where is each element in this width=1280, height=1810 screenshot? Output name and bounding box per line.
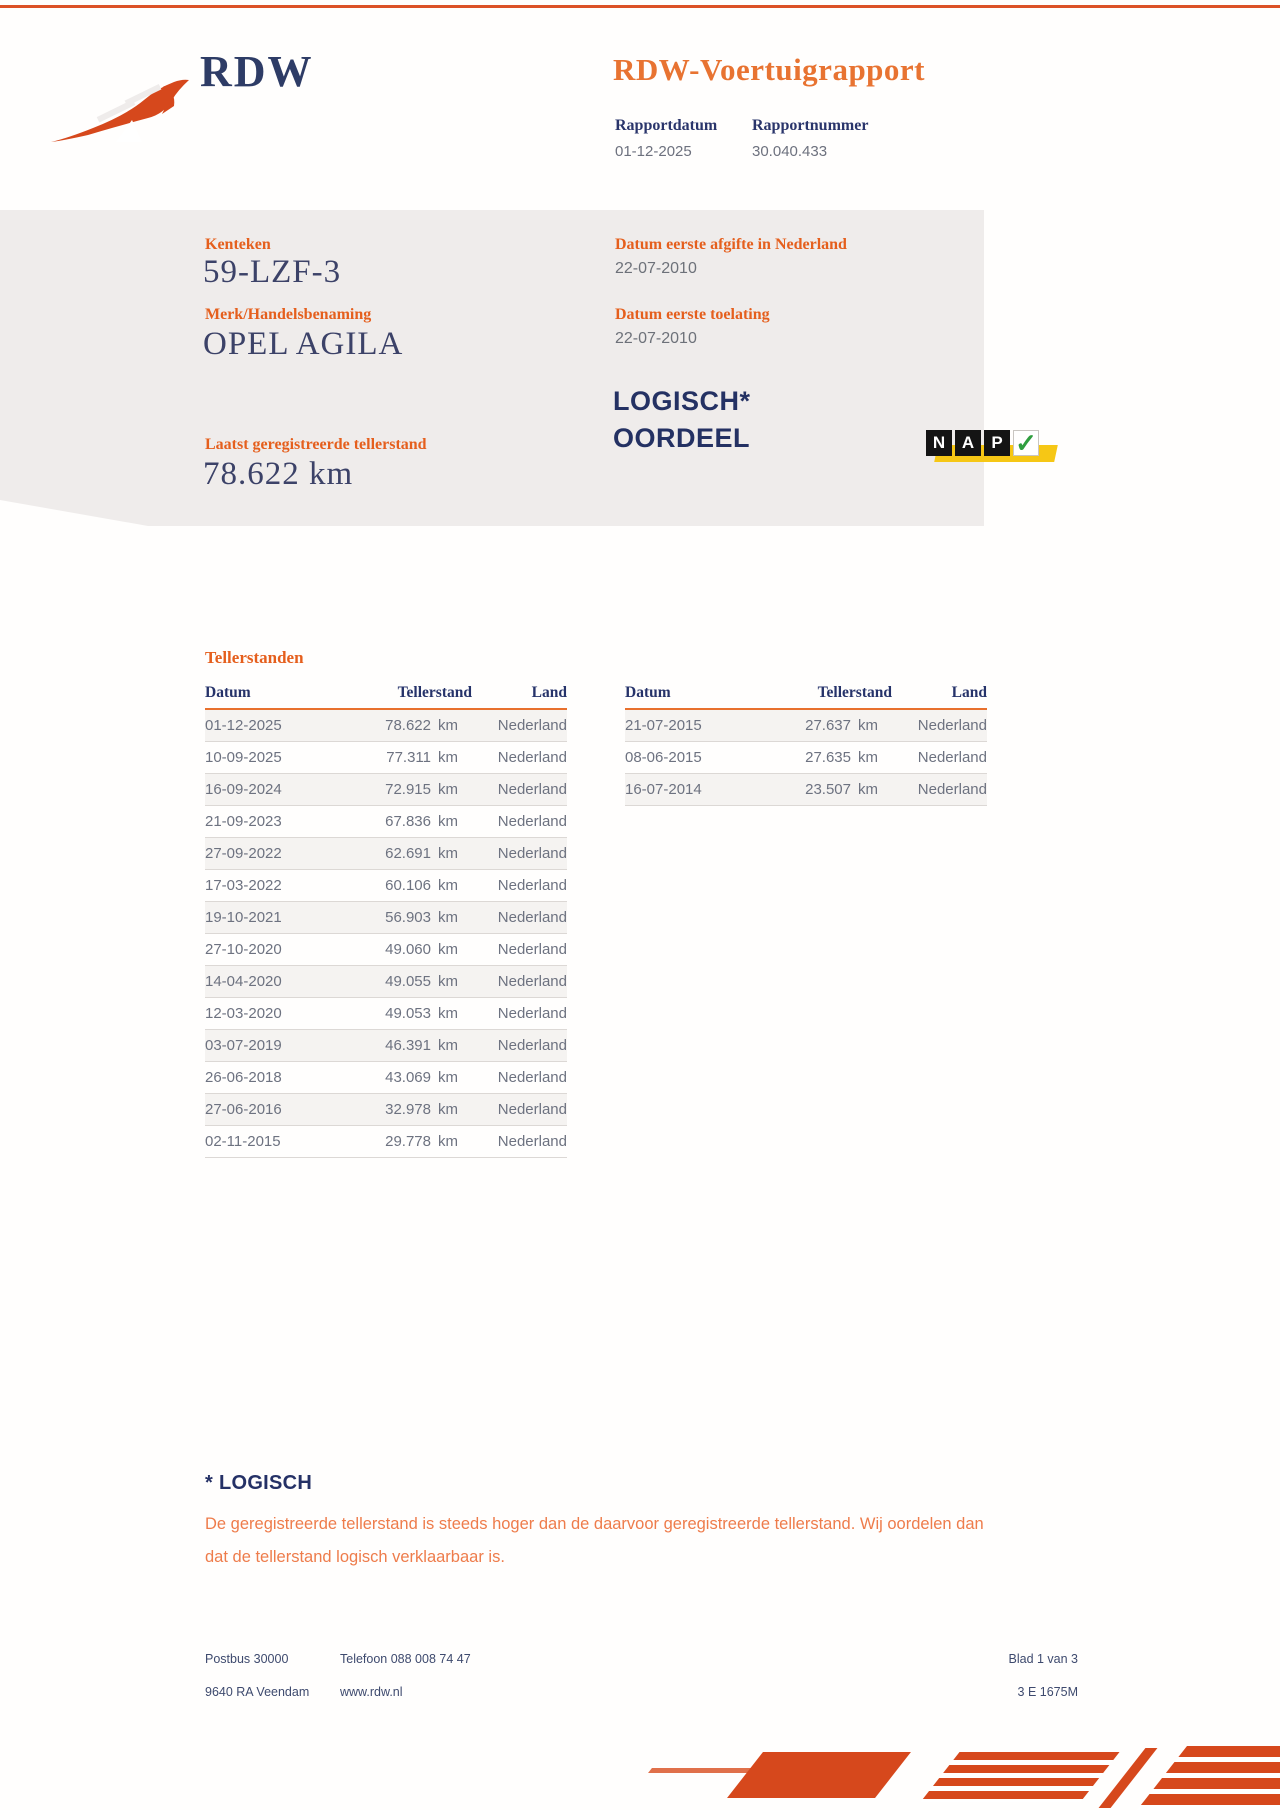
col-datum: Datum [625, 684, 671, 701]
cell-tellerstand-value: 67.836 [385, 813, 431, 830]
cell-tellerstand-unit: km [438, 1133, 458, 1150]
cell-tellerstand-value: 60.106 [385, 877, 431, 894]
cell-land: Nederland [497, 781, 567, 798]
nap-logo [926, 430, 1062, 480]
cell-tellerstand [350, 749, 472, 766]
cell-land: Nederland [497, 845, 567, 862]
cell-datum: 16-07-2014 [625, 781, 702, 798]
nap-check-icon: ✓ [1013, 430, 1039, 456]
table-header-row [205, 678, 567, 710]
cell-tellerstand [350, 813, 472, 830]
tellerstanden-table-left [205, 678, 567, 1158]
toelating-label: Datum eerste toelating [615, 306, 770, 323]
cell-tellerstand-value: 49.053 [385, 1005, 431, 1022]
artwork-stripes-icon [1137, 1746, 1280, 1810]
cell-tellerstand-value: 49.060 [385, 941, 431, 958]
cell-land: Nederland [497, 1005, 567, 1022]
top-accent-line [0, 5, 1280, 8]
cell-tellerstand [770, 749, 892, 766]
cell-tellerstand [350, 1133, 472, 1150]
report-number-value: 30.040.433 [752, 143, 828, 160]
cell-tellerstand-unit: km [438, 749, 458, 766]
table-header-row [625, 678, 987, 710]
report-title: RDW-Voertuigrapport [613, 52, 926, 87]
cell-tellerstand-unit: km [438, 717, 458, 734]
cell-tellerstand-value: 23.507 [805, 781, 851, 798]
cell-land: Nederland [497, 973, 567, 990]
cell-tellerstand-unit: km [438, 1069, 458, 1086]
cell-tellerstand-unit: km [858, 781, 878, 798]
table-row [205, 1126, 567, 1158]
cell-tellerstand-value: 56.903 [385, 909, 431, 926]
table-row [205, 710, 567, 742]
table-row [205, 870, 567, 902]
merk-label: Merk/Handelsbenaming [205, 306, 372, 323]
table-body [625, 710, 987, 806]
cell-tellerstand [350, 877, 472, 894]
table-row [625, 742, 987, 774]
tellerstanden-title: Tellerstanden [205, 648, 304, 667]
report-number-label: Rapportnummer [752, 117, 869, 134]
footer-page-indicator: Blad 1 van 3 [1008, 1652, 1078, 1666]
cell-tellerstand-value: 27.635 [805, 749, 851, 766]
col-datum: Datum [205, 684, 251, 701]
cell-land: Nederland [917, 717, 987, 734]
col-land: Land [531, 684, 567, 701]
nap-letter-squares [926, 430, 1039, 456]
col-land: Land [951, 684, 987, 701]
cell-datum: 27-09-2022 [205, 845, 282, 862]
cell-datum: 14-04-2020 [205, 973, 282, 990]
oordeel-line1: LOGISCH* [613, 386, 751, 416]
table-row [205, 1030, 567, 1062]
cell-datum: 12-03-2020 [205, 1005, 282, 1022]
nap-letter: P [984, 430, 1010, 456]
tellerstanden-table-right [625, 678, 987, 806]
cell-tellerstand-value: 27.637 [805, 717, 851, 734]
cell-datum: 19-10-2021 [205, 909, 282, 926]
cell-tellerstand-value: 77.311 [386, 749, 431, 766]
cell-tellerstand [770, 781, 892, 798]
footnote-line1: De geregistreerde tellerstand is steeds hoger dan de daarvoor geregistreerde tellerstand. Wij oordelen dan [205, 1515, 984, 1533]
cell-land: Nederland [497, 717, 567, 734]
cell-datum: 27-06-2016 [205, 1101, 282, 1118]
footer-address-line1: Postbus 30000 [205, 1652, 289, 1666]
summary-panel [0, 210, 984, 526]
cell-tellerstand [350, 1069, 472, 1086]
table-row [205, 998, 567, 1030]
cell-tellerstand-unit: km [858, 717, 878, 734]
kenteken-label: Kenteken [205, 236, 271, 253]
cell-tellerstand-unit: km [438, 1037, 458, 1054]
cell-tellerstand [350, 973, 472, 990]
cell-tellerstand-unit: km [438, 973, 458, 990]
cell-tellerstand-value: 46.391 [385, 1037, 431, 1054]
footer-website: www.rdw.nl [340, 1685, 403, 1699]
cell-datum: 26-06-2018 [205, 1069, 282, 1086]
cell-tellerstand-value: 78.622 [385, 717, 431, 734]
oordeel-text [613, 383, 751, 457]
cell-datum: 10-09-2025 [205, 749, 282, 766]
cell-land: Nederland [497, 1101, 567, 1118]
laatste-tellerstand-value: 78.622 km [203, 456, 354, 492]
cell-land: Nederland [497, 1037, 567, 1054]
footnote-text [205, 1508, 984, 1574]
cell-tellerstand-value: 72.915 [385, 781, 431, 798]
table-row [205, 966, 567, 998]
cell-tellerstand-unit: km [858, 749, 878, 766]
footer-phone: Telefoon 088 008 74 47 [340, 1652, 471, 1666]
nap-letter: A [955, 430, 981, 456]
cell-tellerstand [350, 845, 472, 862]
oordeel-line2: OORDEEL [613, 423, 751, 453]
table-row [205, 838, 567, 870]
cell-land: Nederland [497, 877, 567, 894]
cell-tellerstand [350, 1101, 472, 1118]
cell-tellerstand [350, 909, 472, 926]
artwork-stripes-icon [920, 1752, 1119, 1802]
cell-land: Nederland [497, 749, 567, 766]
table-body [205, 710, 567, 1158]
footer-form-code: 3 E 1675M [1017, 1685, 1078, 1699]
cell-datum: 01-12-2025 [205, 717, 282, 734]
cell-tellerstand [770, 717, 892, 734]
cell-tellerstand [350, 717, 472, 734]
footer-address-line2: 9640 RA Veendam [205, 1685, 310, 1699]
cell-land: Nederland [917, 749, 987, 766]
cell-tellerstand [350, 1005, 472, 1022]
cell-tellerstand [350, 941, 472, 958]
cell-tellerstand-unit: km [438, 1005, 458, 1022]
table-row [625, 710, 987, 742]
table-row [205, 1094, 567, 1126]
cell-tellerstand [350, 1037, 472, 1054]
cell-tellerstand-unit: km [438, 877, 458, 894]
cell-tellerstand-value: 43.069 [385, 1069, 431, 1086]
cell-tellerstand [350, 781, 472, 798]
cell-tellerstand-unit: km [438, 845, 458, 862]
rdw-logo-icon [48, 52, 198, 147]
report-date-value: 01-12-2025 [615, 143, 692, 160]
cell-tellerstand-value: 49.055 [385, 973, 431, 990]
cell-land: Nederland [497, 813, 567, 830]
cell-datum: 27-10-2020 [205, 941, 282, 958]
cell-land: Nederland [497, 1133, 567, 1150]
cell-tellerstand-unit: km [438, 1101, 458, 1118]
table-row [205, 742, 567, 774]
cell-datum: 21-09-2023 [205, 813, 282, 830]
afgifte-label: Datum eerste afgifte in Nederland [615, 236, 847, 253]
cell-tellerstand-unit: km [438, 941, 458, 958]
cell-tellerstand-unit: km [438, 781, 458, 798]
nap-letter: N [926, 430, 952, 456]
laatste-tellerstand-label: Laatst geregistreerde tellerstand [205, 436, 427, 453]
report-date-label: Rapportdatum [615, 117, 718, 134]
col-tellerstand: Tellerstand [817, 684, 892, 701]
cell-tellerstand-unit: km [438, 813, 458, 830]
cell-tellerstand-unit: km [438, 909, 458, 926]
table-row [625, 774, 987, 806]
cell-datum: 03-07-2019 [205, 1037, 282, 1054]
toelating-value: 22-07-2010 [615, 330, 697, 347]
kenteken-value: 59-LZF-3 [203, 254, 342, 290]
table-row [205, 774, 567, 806]
cell-datum: 21-07-2015 [625, 717, 702, 734]
table-row [205, 1062, 567, 1094]
cell-datum: 02-11-2015 [205, 1133, 281, 1150]
cell-tellerstand-value: 32.978 [385, 1101, 431, 1118]
rdw-wordmark: RDW [200, 47, 314, 96]
cell-land: Nederland [497, 941, 567, 958]
table-row [205, 902, 567, 934]
afgifte-value: 22-07-2010 [615, 260, 697, 277]
cell-land: Nederland [497, 909, 567, 926]
table-row [205, 934, 567, 966]
merk-value: OPEL AGILA [203, 326, 404, 362]
footnote-line2: dat de tellerstand logisch verklaarbaar is. [205, 1548, 505, 1566]
table-row [205, 806, 567, 838]
cell-tellerstand-value: 62.691 [385, 845, 431, 862]
cell-land: Nederland [917, 781, 987, 798]
cell-datum: 16-09-2024 [205, 781, 282, 798]
col-tellerstand: Tellerstand [397, 684, 472, 701]
cell-land: Nederland [497, 1069, 567, 1086]
footnote-title: * LOGISCH [205, 1472, 313, 1494]
cell-datum: 17-03-2022 [205, 877, 282, 894]
artwork-block-icon [727, 1752, 911, 1798]
cell-tellerstand-value: 29.778 [385, 1133, 431, 1150]
cell-datum: 08-06-2015 [625, 749, 702, 766]
